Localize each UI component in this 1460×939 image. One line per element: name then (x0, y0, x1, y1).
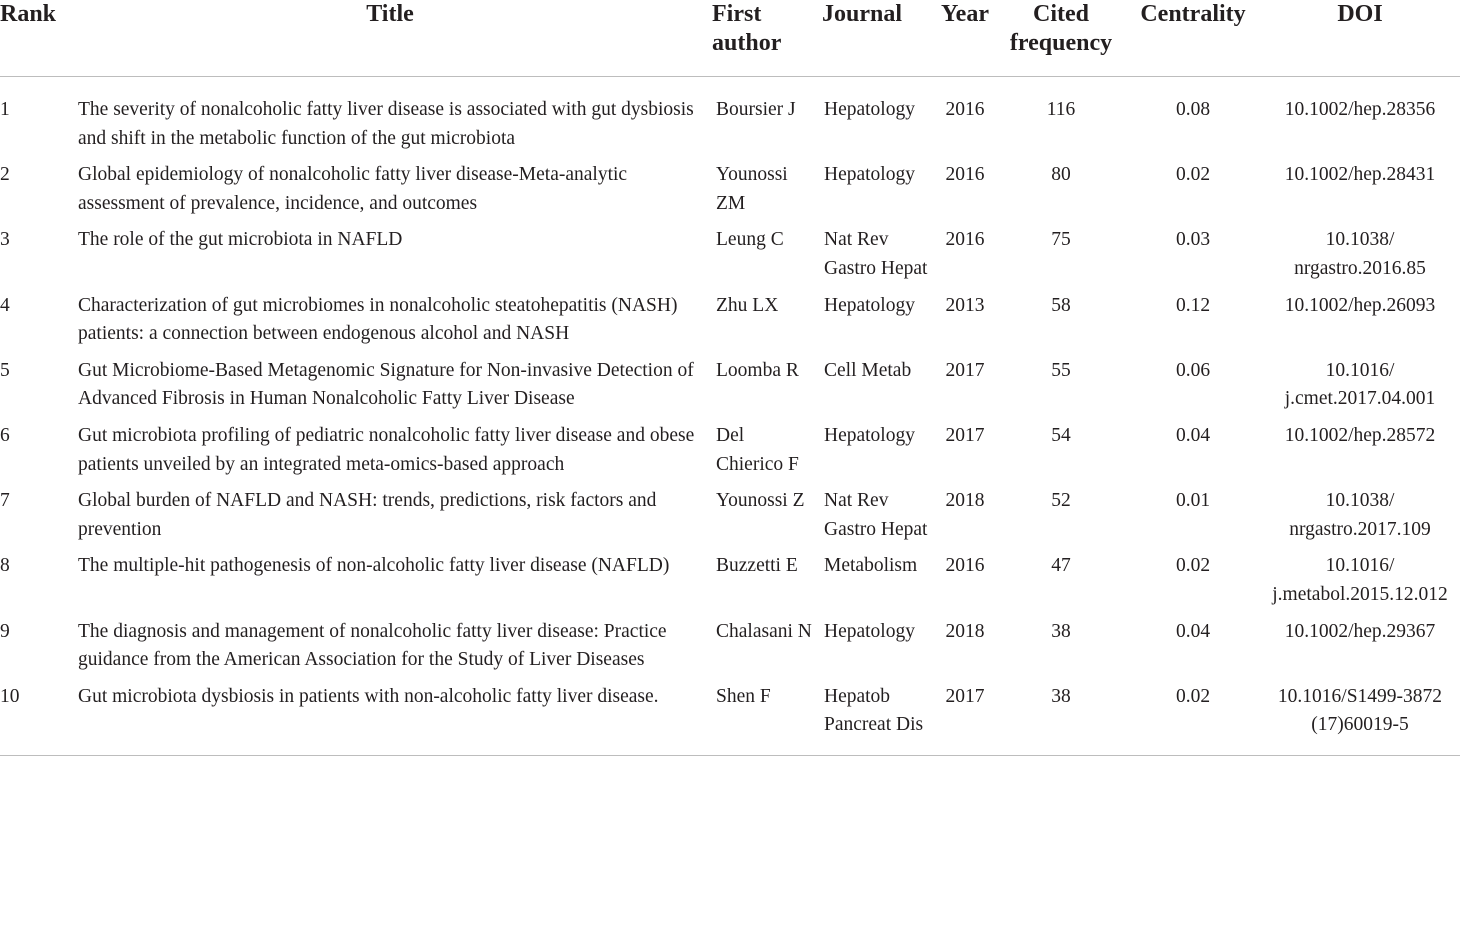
cell-title: Global burden of NAFLD and NASH: trends, predictions, risk factors and prevention (78, 490, 657, 540)
cell-first-author: Chalasani N (716, 620, 812, 642)
cell-cited-frequency: 75 (1051, 229, 1071, 251)
cell-journal: Hepatology (824, 424, 915, 446)
cell-doi (1260, 357, 1460, 422)
cell-doi (1260, 77, 1460, 162)
cell-rank: 7 (0, 490, 10, 512)
cell-centrality: 0.02 (1126, 683, 1260, 756)
header-doi: DOI (1260, 0, 1460, 77)
table-row (0, 552, 1460, 617)
cell-year: 2018 (945, 490, 985, 512)
cell-cited-frequency: 58 (1051, 294, 1071, 316)
doi-line: 10.1002/hep.28356 (1284, 99, 1436, 120)
cell-cited-frequency: 55 (1051, 359, 1071, 381)
cell-title: Characterization of gut microbiomes in nonalcoholic steatohepatitis (NASH) patients: a connection between endogenous alcohol and NASH (78, 294, 678, 345)
cell-cited-frequency: 54 (1051, 424, 1071, 446)
cell-first-author: Boursier J (716, 99, 796, 120)
cell-title: The diagnosis and management of nonalcoholic fatty liver disease: Practice guidance from the American Association for the Study of Liver Diseases (78, 620, 667, 671)
doi-line: 10.1016/S1499-3872 (1277, 685, 1443, 707)
cell-doi (1260, 487, 1460, 552)
header-year: Year (934, 0, 996, 77)
cell-year: 2018 (945, 620, 985, 642)
header-first-author-line1: First (712, 1, 762, 27)
table-row (0, 683, 1460, 756)
cell-first-author: Buzzetti E (716, 555, 798, 577)
table-row (0, 226, 1460, 291)
cell-rank: 6 (0, 424, 10, 446)
header-cited-frequency (996, 0, 1126, 77)
header-title: Title (70, 0, 710, 77)
header-row (0, 0, 1460, 77)
table-row (0, 487, 1460, 552)
table-row (0, 292, 1460, 357)
cell-rank: 1 (0, 99, 10, 120)
cell-first-author: Del Chierico F (716, 424, 799, 475)
cell-rank: 2 (0, 164, 10, 186)
cell-rank: 4 (0, 294, 10, 316)
table-row (0, 618, 1460, 683)
cell-title: Gut microbiota profiling of pediatric nonalcoholic fatty liver disease and obese patients unveiled by an integrated meta-omics-based approach (78, 424, 695, 475)
cell-cited-frequency: 80 (1051, 164, 1071, 186)
cell-first-author: Leung C (716, 229, 784, 251)
cell-centrality: 0.02 (1175, 555, 1211, 577)
cell-journal: Hepatology (824, 99, 915, 120)
cell-centrality: 0.01 (1175, 490, 1211, 512)
cell-cited-frequency: 47 (1051, 555, 1071, 577)
table-row (0, 77, 1460, 162)
cell-journal: Hepatology (824, 164, 915, 186)
cell-first-author: Younossi Z (716, 490, 805, 512)
cell-centrality: 0.04 (1175, 620, 1211, 642)
doi-line: (17)60019-5 (1311, 714, 1409, 736)
cell-centrality: 0.06 (1175, 359, 1211, 381)
cell-doi (1260, 618, 1460, 683)
cell-doi (1260, 683, 1460, 756)
cell-cited-frequency: 38 (1051, 620, 1071, 642)
cell-year: 2016 (945, 555, 985, 577)
doi-line: nrgastro.2017.109 (1289, 518, 1431, 540)
cell-journal: Cell Metab (824, 359, 912, 381)
cell-journal: Hepatology (824, 620, 915, 642)
cell-title: The severity of nonalcoholic fatty liver disease is associated with gut dysbiosis and shift in the metabolic function of the gut microbiota (78, 99, 694, 149)
cell-rank: 3 (0, 229, 10, 251)
cell-cited-frequency: 52 (1051, 490, 1071, 512)
cell-rank: 5 (0, 359, 10, 381)
cell-cited-frequency: 38 (996, 683, 1126, 756)
doi-line: 10.1016/ (1325, 555, 1395, 577)
cell-year: 2016 (945, 229, 985, 251)
table-row (0, 357, 1460, 422)
cell-journal: Hepatob Pancreat Dis (816, 683, 934, 756)
header-centrality: Centrality (1126, 0, 1260, 77)
cell-year: 2017 (945, 424, 985, 446)
cell-doi (1260, 552, 1460, 617)
cell-journal: Hepatology (824, 294, 915, 316)
cell-doi (1260, 161, 1460, 226)
cell-year: 2016 (945, 164, 985, 186)
cell-year: 2016 (945, 99, 985, 120)
cell-title: The role of the gut microbiota in NAFLD (78, 229, 403, 251)
doi-line: 10.1002/hep.28431 (1284, 164, 1436, 186)
cell-title: Global epidemiology of nonalcoholic fatty liver disease-Meta-analytic assessment of prevalence, incidence, and outcomes (78, 164, 628, 214)
header-rank: Rank (0, 0, 70, 77)
cell-centrality: 0.02 (1175, 164, 1211, 186)
cell-first-author: Zhu LX (716, 294, 779, 316)
doi-line: 10.1002/hep.26093 (1284, 294, 1436, 316)
table-row (0, 161, 1460, 226)
cell-year: 2017 (945, 359, 985, 381)
cell-title: The multiple-hit pathogenesis of non-alcoholic fatty liver disease (NAFLD) (78, 555, 670, 577)
cell-journal: Nat Rev Gastro Hepat (824, 490, 928, 540)
cell-first-author: Loomba R (716, 359, 799, 381)
doi-line: j.metabol.2015.12.012 (1272, 583, 1448, 605)
cell-centrality: 0.12 (1175, 294, 1211, 316)
cell-rank: 8 (0, 555, 10, 577)
cell-journal: Metabolism (824, 555, 918, 577)
cell-centrality: 0.08 (1175, 99, 1211, 120)
header-cited-line2: frequency (1009, 30, 1113, 56)
doi-line: j.cmet.2017.04.001 (1284, 388, 1436, 410)
cell-title: Gut microbiota dysbiosis in patients with non-alcoholic fatty liver disease. (70, 683, 710, 756)
doi-line: 10.1002/hep.29367 (1284, 620, 1436, 642)
cell-rank: 9 (0, 620, 10, 642)
cell-first-author: Younossi ZM (716, 164, 788, 214)
header-first-author (710, 0, 816, 77)
cell-year: 2017 (934, 683, 996, 756)
cell-first-author: Shen F (710, 683, 816, 756)
cell-centrality: 0.03 (1175, 229, 1211, 251)
doi-line: nrgastro.2016.85 (1294, 257, 1426, 279)
cell-centrality: 0.04 (1175, 424, 1211, 446)
cell-year: 2013 (945, 294, 985, 316)
doi-line: 10.1016/ (1325, 359, 1395, 381)
table-body (0, 77, 1460, 756)
cell-title: Gut Microbiome-Based Metagenomic Signature for Non-invasive Detection of Advanced Fibrosis in Human Nonalcoholic Fatty Liver Disease (78, 359, 694, 410)
header-journal: Journal (816, 0, 934, 77)
cell-doi (1260, 292, 1460, 357)
header-first-author-line2: author (712, 30, 782, 56)
cell-doi (1260, 226, 1460, 291)
cell-cited-frequency: 116 (1046, 99, 1076, 120)
header-cited-line1: Cited (1033, 1, 1089, 27)
table-row (0, 422, 1460, 487)
doi-line: 10.1002/hep.28572 (1284, 424, 1436, 446)
doi-line: 10.1038/ (1325, 229, 1395, 251)
cell-rank: 10 (0, 683, 70, 756)
cell-doi (1260, 422, 1460, 487)
cell-journal: Nat Rev Gastro Hepat (824, 229, 928, 279)
doi-line: 10.1038/ (1325, 490, 1395, 512)
